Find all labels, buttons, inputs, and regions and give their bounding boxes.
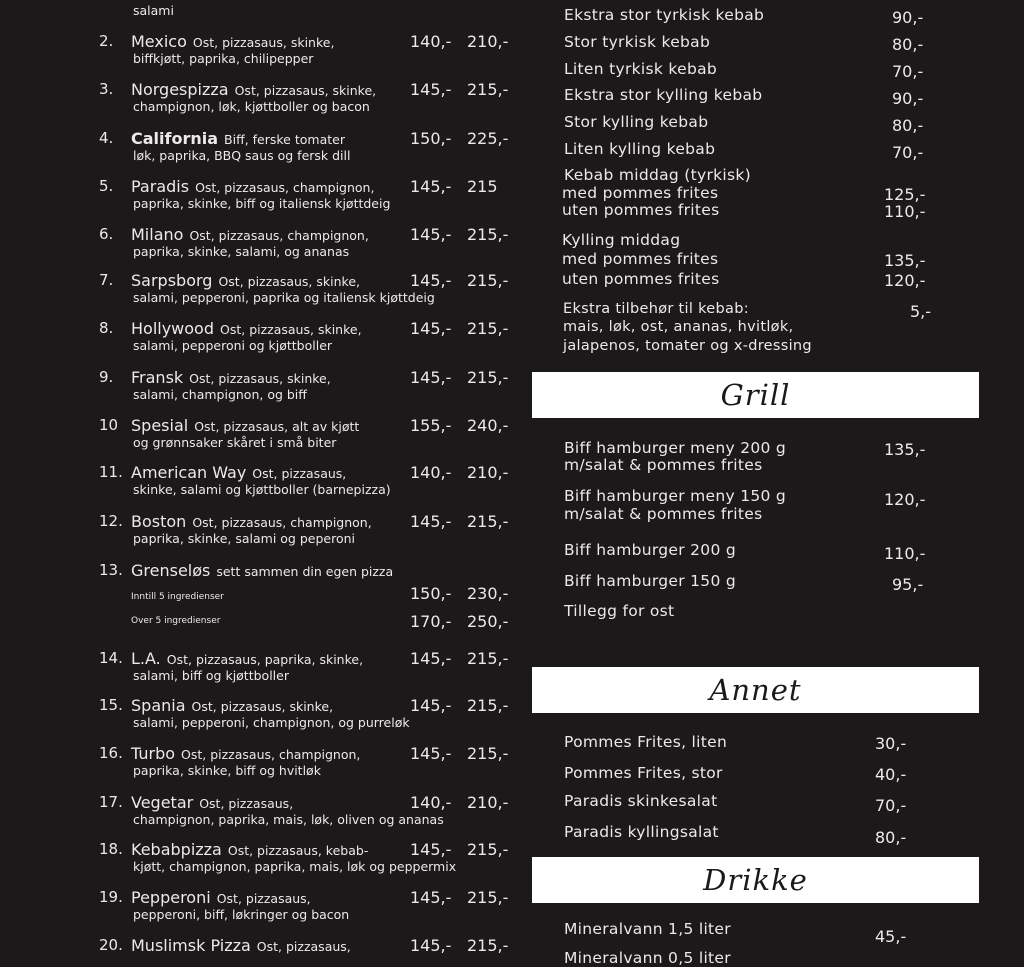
menu-item-name: Biff hamburger 200 g xyxy=(564,541,736,559)
menu-item-name: Pommes Frites, stor xyxy=(564,764,723,782)
price-small: 145,- xyxy=(410,512,452,531)
menu-item-name: Biff hamburger 150 g xyxy=(564,572,736,590)
pizza-number: 2. xyxy=(99,32,114,50)
menu-item-price: 125,- xyxy=(884,185,926,204)
pizza-description: Ost, pizzasaus, skinke, xyxy=(192,35,335,50)
pizza-ingredients: løk, paprika, BBQ saus og fersk dill xyxy=(133,148,351,163)
menu-item-name: Biff hamburger meny 150 g xyxy=(564,487,787,505)
price-small: 150,- xyxy=(410,129,452,148)
pizza-description: Ost, pizzasaus, skinke, xyxy=(220,322,362,337)
price-large: 225,- xyxy=(467,129,509,148)
price-large: 230,- xyxy=(467,584,509,603)
pizza-name: Fransk xyxy=(131,368,184,387)
menu-item-price: 135,- xyxy=(884,251,926,270)
pizza-number: 3. xyxy=(99,80,114,98)
menu-item-price: 80,- xyxy=(892,35,924,54)
menu-item-name: Liten tyrkisk kebab xyxy=(564,60,718,78)
pizza-ingredients: salami xyxy=(133,3,174,18)
price-small: 145,- xyxy=(410,888,452,907)
menu-item-name: Stor kylling kebab xyxy=(564,113,709,131)
pizza-name: Grenseløs xyxy=(131,561,211,580)
pizza-item-19 xyxy=(0,888,530,928)
price-large: 215,- xyxy=(467,649,509,668)
menu-item-price: 120,- xyxy=(884,271,926,290)
pizza-ingredients: kjøtt, champignon, paprika, mais, løk og peppermix xyxy=(133,859,457,874)
price-large: 250,- xyxy=(467,612,509,631)
pizza-ingredients: salami, pepperoni og kjøttboller xyxy=(133,338,333,353)
price-small: 150,- xyxy=(410,584,452,603)
pizza-name: Sarpsborg xyxy=(131,271,213,290)
pizza-number: 19. xyxy=(99,888,123,906)
pizza-item-10 xyxy=(0,416,530,456)
menu-item-name: Tillegg for ost xyxy=(564,602,675,620)
section-heading-annet: Annet xyxy=(532,667,979,713)
price-large: 215,- xyxy=(467,840,509,859)
with-fries-label: med pommes frites xyxy=(562,250,719,268)
pizza-ingredients: og grønnsaker skåret i små biter xyxy=(133,435,337,450)
chicken-dinner-title: Kylling middag xyxy=(562,231,681,249)
pizza-description: Ost, pizzasaus, xyxy=(199,796,294,811)
menu-item-name: Liten kylling kebab xyxy=(564,140,716,158)
pizza-name: L.A. xyxy=(131,649,161,668)
menu-item-name: Ekstra stor tyrkisk kebab xyxy=(564,6,765,24)
price-large: 215,- xyxy=(467,512,509,531)
price-large: 215,- xyxy=(467,225,509,244)
price-large: 215,- xyxy=(467,936,509,955)
pizza-number: 20. xyxy=(99,936,123,954)
pizza-description: Ost, pizzasaus, champignon, xyxy=(195,180,375,195)
price-small: 140,- xyxy=(410,463,452,482)
option-label: Inntill 5 ingredienser xyxy=(131,592,224,602)
pizza-name: Hollywood xyxy=(131,319,214,338)
pizza-description: Ost, pizzasaus, alt av kjøtt xyxy=(194,419,360,434)
menu-item-price: 95,- xyxy=(892,575,924,594)
pizza-ingredients: paprika, skinke, salami og peperoni xyxy=(133,531,355,546)
price-small: 145,- xyxy=(410,696,452,715)
pizza-description: Ost, pizzasaus, xyxy=(216,891,311,906)
pizza-item-8 xyxy=(0,319,530,359)
price-large: 215,- xyxy=(467,271,509,290)
pizza-number: 10 xyxy=(99,416,119,434)
without-fries-label: uten pommes frites xyxy=(562,270,720,288)
pizza-item-9 xyxy=(0,368,530,408)
pizza-number: 9. xyxy=(99,368,114,386)
menu-item-price: 80,- xyxy=(892,116,924,135)
menu-item-price: 5,- xyxy=(910,302,932,321)
pizza-description: Ost, pizzasaus, paprika, skinke, xyxy=(166,652,364,667)
menu-item-name: Paradis skinkesalat xyxy=(564,792,718,810)
pizza-ingredients: paprika, skinke, biff og hvitløk xyxy=(133,763,321,778)
extras-list: jalapenos, tomater og x-dressing xyxy=(563,338,812,354)
pizza-description: Ost, pizzasaus, champignon, xyxy=(189,228,369,243)
pizza-description: Ost, pizzasaus, xyxy=(256,939,351,954)
menu-item-price: 120,- xyxy=(884,490,926,509)
pizza-name: Spania xyxy=(131,696,186,715)
price-large: 210,- xyxy=(467,463,509,482)
pizza-item-18 xyxy=(0,840,530,880)
menu-item-price: 80,- xyxy=(875,828,907,847)
pizza-number: 11. xyxy=(99,463,123,481)
pizza-number: 8. xyxy=(99,319,114,337)
extras-title: Ekstra tilbehør til kebab: xyxy=(563,301,749,317)
pizza-number: 12. xyxy=(99,512,123,530)
pizza-number: 6. xyxy=(99,225,114,243)
pizza-item-2 xyxy=(0,32,530,72)
pizza-item-12 xyxy=(0,512,530,552)
pizza-number: 16. xyxy=(99,744,123,762)
pizza-description: Ost, pizzasaus, champignon, xyxy=(181,747,361,762)
without-fries-label: uten pommes frites xyxy=(562,201,720,219)
price-small: 145,- xyxy=(410,271,452,290)
with-fries-label: med pommes frites xyxy=(562,184,719,202)
price-small: 145,- xyxy=(410,225,452,244)
price-small: 140,- xyxy=(410,32,452,51)
price-small: 140,- xyxy=(410,793,452,812)
pizza-ingredients: biffkjøtt, paprika, chilipepper xyxy=(133,51,314,66)
pizza-description: Ost, pizzasaus, skinke, xyxy=(218,274,360,289)
pizza-item-7 xyxy=(0,271,530,311)
price-large: 210,- xyxy=(467,793,509,812)
pizza-number: 17. xyxy=(99,793,123,811)
pizza-number: 7. xyxy=(99,271,114,289)
menu-item-name: Stor tyrkisk kebab xyxy=(564,33,711,51)
kebab-dinner-title: Kebab middag (tyrkisk) xyxy=(564,166,752,184)
pizza-name: Milano xyxy=(131,225,184,244)
menu-item-name: Mineralvann 0,5 liter xyxy=(564,949,731,967)
menu-item-name: Ekstra stor kylling kebab xyxy=(564,86,763,104)
pizza-number: 13. xyxy=(99,561,123,579)
pizza-description: Ost, pizzasaus, champignon, xyxy=(192,515,372,530)
pizza-number: 14. xyxy=(99,649,123,667)
pizza-item-1-partial xyxy=(0,0,530,20)
menu-item-price: 70,- xyxy=(875,796,907,815)
pizza-item-15 xyxy=(0,696,530,736)
pizza-ingredients: salami, champignon, og biff xyxy=(133,387,307,402)
pizza-description: Ost, pizzasaus, skinke, xyxy=(191,699,334,714)
menu-item-name: Mineralvann 1,5 liter xyxy=(564,920,731,938)
extras-list: mais, løk, ost, ananas, hvitløk, xyxy=(563,319,794,335)
pizza-number: 5. xyxy=(99,177,114,195)
price-small: 145,- xyxy=(410,649,452,668)
pizza-description: Biff, ferske tomater xyxy=(224,132,345,147)
price-small: 145,- xyxy=(410,80,452,99)
pizza-ingredients: salami, pepperoni, champignon, og purreløk xyxy=(133,715,410,730)
menu-item-price: 110,- xyxy=(884,544,926,563)
pizza-name: Boston xyxy=(131,512,187,531)
pizza-item-13 xyxy=(0,561,530,637)
pizza-ingredients: champignon, paprika, mais, løk, oliven og ananas xyxy=(133,812,444,827)
menu-item-name: Pommes Frites, liten xyxy=(564,733,728,751)
menu-item-price: 40,- xyxy=(875,765,907,784)
price-large: 215,- xyxy=(467,744,509,763)
pizza-name: Muslimsk Pizza xyxy=(131,936,251,955)
pizza-item-20 xyxy=(0,936,530,960)
pizza-item-17 xyxy=(0,793,530,833)
pizza-item-11 xyxy=(0,463,530,503)
price-large: 215,- xyxy=(467,888,509,907)
pizza-description: Ost, pizzasaus, skinke, xyxy=(189,371,331,386)
price-small: 170,- xyxy=(410,612,452,631)
pizza-name: Spesial xyxy=(131,416,189,435)
menu-item-name: Paradis kyllingsalat xyxy=(564,823,719,841)
menu-item-subtitle: m/salat & pommes frites xyxy=(564,505,763,523)
pizza-ingredients: champignon, løk, kjøttboller og bacon xyxy=(133,99,370,114)
menu-item-price: 30,- xyxy=(875,734,907,753)
menu-item-name: Biff hamburger meny 200 g xyxy=(564,439,787,457)
price-large: 215,- xyxy=(467,696,509,715)
pizza-ingredients: skinke, salami og kjøttboller (barnepizza) xyxy=(133,482,391,497)
pizza-item-14 xyxy=(0,649,530,689)
menu-item-price: 90,- xyxy=(892,89,924,108)
pizza-name: California xyxy=(131,129,219,148)
price-large: 240,- xyxy=(467,416,509,435)
menu-item-subtitle: m/salat & pommes frites xyxy=(564,456,763,474)
pizza-description: Ost, pizzasaus, xyxy=(252,466,347,481)
pizza-description: Ost, pizzasaus, skinke, xyxy=(234,83,377,98)
price-small: 145,- xyxy=(410,319,452,338)
pizza-item-6 xyxy=(0,225,530,265)
price-large: 215,- xyxy=(467,80,509,99)
pizza-number: 15. xyxy=(99,696,123,714)
pizza-ingredients: paprika, skinke, salami, og ananas xyxy=(133,244,350,259)
pizza-ingredients: paprika, skinke, biff og italiensk kjøttdeig xyxy=(133,196,391,211)
pizza-name: Mexico xyxy=(131,32,187,51)
option-label: Over 5 ingredienser xyxy=(131,616,221,626)
menu-item-price: 110,- xyxy=(884,202,926,221)
menu-item-price: 70,- xyxy=(892,143,924,162)
section-heading-drikke: Drikke xyxy=(532,857,979,903)
price-small: 145,- xyxy=(410,368,452,387)
pizza-ingredients: salami, biff og kjøttboller xyxy=(133,668,289,683)
pizza-item-3 xyxy=(0,80,530,120)
pizza-item-5 xyxy=(0,177,530,217)
price-small: 145,- xyxy=(410,177,452,196)
price-small: 155,- xyxy=(410,416,452,435)
section-heading-grill: Grill xyxy=(532,372,979,418)
price-large: 210,- xyxy=(467,32,509,51)
menu-item-price: 45,- xyxy=(875,927,907,946)
pizza-name: Kebabpizza xyxy=(131,840,222,859)
pizza-description: Ost, pizzasaus, kebab- xyxy=(227,843,369,858)
pizza-name: American Way xyxy=(131,463,247,482)
pizza-description: sett sammen din egen pizza xyxy=(216,564,394,579)
pizza-name: Turbo xyxy=(131,744,176,763)
price-small: 145,- xyxy=(410,840,452,859)
price-large: 215,- xyxy=(467,319,509,338)
price-large: 215,- xyxy=(467,368,509,387)
menu-item-price: 135,- xyxy=(884,440,926,459)
pizza-item-4 xyxy=(0,129,530,169)
menu-item-price: 90,- xyxy=(892,8,924,27)
price-large: 215 xyxy=(467,177,498,196)
pizza-number: 18. xyxy=(99,840,123,858)
menu-item-price: 70,- xyxy=(892,62,924,81)
pizza-name: Pepperoni xyxy=(131,888,211,907)
pizza-number: 4. xyxy=(99,129,114,147)
price-small: 145,- xyxy=(410,744,452,763)
pizza-name: Vegetar xyxy=(131,793,194,812)
pizza-ingredients: salami, pepperoni, paprika og italiensk kjøttdeig xyxy=(133,290,435,305)
pizza-item-16 xyxy=(0,744,530,784)
pizza-name: Paradis xyxy=(131,177,190,196)
price-small: 145,- xyxy=(410,936,452,955)
pizza-name: Norgespizza xyxy=(131,80,229,99)
pizza-ingredients: pepperoni, biff, løkringer og bacon xyxy=(133,907,350,922)
